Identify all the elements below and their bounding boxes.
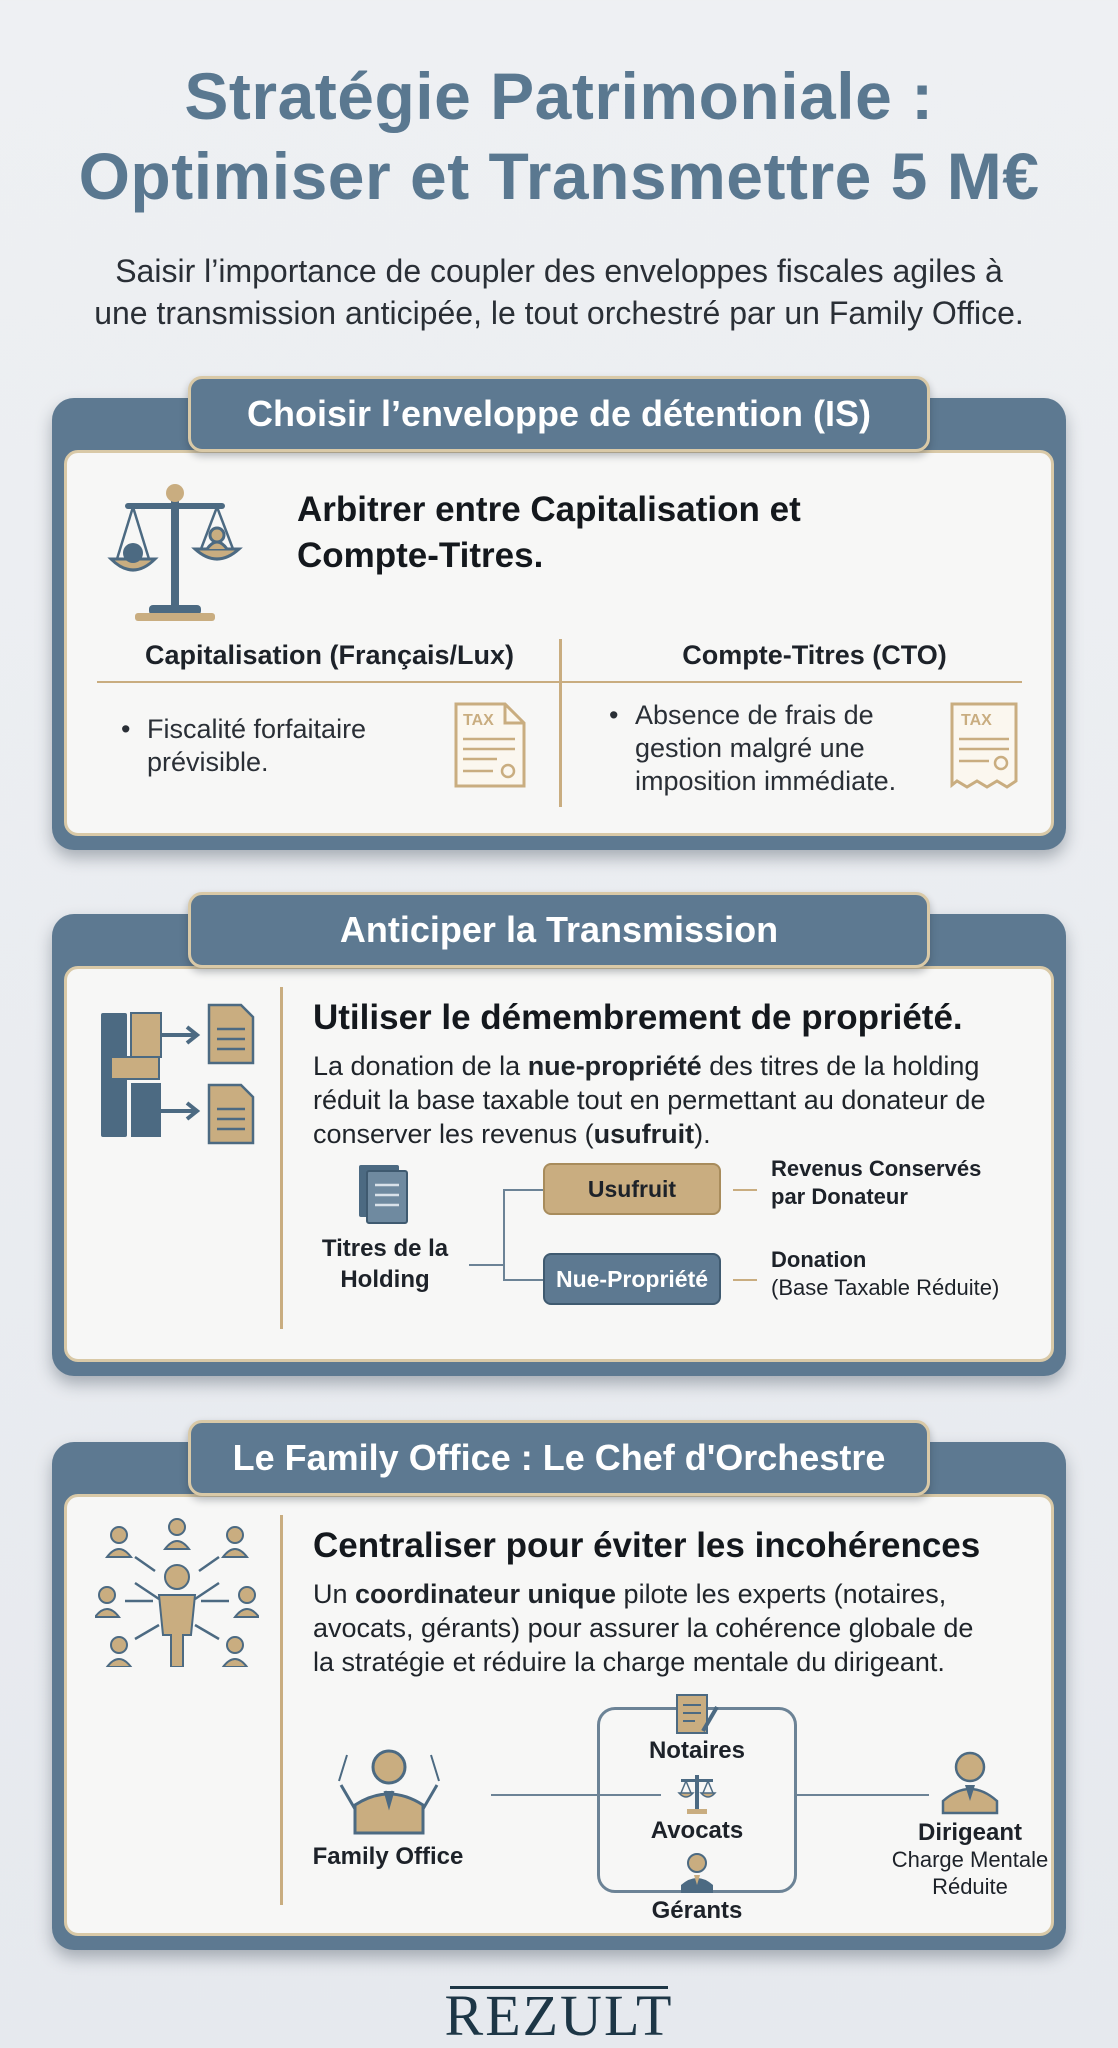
dirigeant-sub-line: Réduite: [932, 1874, 1008, 1899]
section-enveloppe: [52, 393, 1066, 850]
section-transmission-heading: Utiliser le démembrement de propriété.: [313, 998, 963, 1037]
stacked-documents-icon: [355, 1161, 415, 1227]
tab-label: Choisir l’enveloppe de détention (IS): [246, 393, 872, 434]
bullet-line: gestion malgré une: [635, 733, 865, 763]
section-family-office: [52, 1437, 1066, 1950]
section-enveloppe-tab: [188, 376, 930, 452]
bullet-line: imposition immédiate.: [635, 766, 897, 796]
paragraph-line-3: [313, 1117, 1053, 1151]
brand-logo: REZULT: [444, 1983, 674, 2048]
section-family-office-body: [64, 1494, 1054, 1936]
manager-person-icon: [677, 1851, 717, 1895]
tax-label: TAX: [463, 712, 494, 729]
col-cto-title: Compte-Titres (CTO): [682, 640, 947, 670]
desc-line: (Base Taxable Réduite): [771, 1275, 1000, 1300]
lawyer-scale-icon: [677, 1769, 717, 1817]
nue-propriete-box: Nue-Propriété: [543, 1253, 721, 1305]
section-family-office-heading: Centraliser pour éviter les incohérences: [313, 1526, 981, 1565]
executive-person-icon: [937, 1749, 1003, 1815]
bullet-line: prévisible.: [147, 747, 269, 777]
family-office-label: Family Office: [312, 1843, 464, 1870]
section-transmission: [52, 909, 1066, 1376]
page-subtitle: [40, 250, 1078, 334]
text-run: pilote les experts (notaires,: [616, 1579, 947, 1609]
col-capitalisation-title: Capitalisation (Français/Lux): [144, 640, 515, 670]
conductor-icon: [335, 1735, 443, 1835]
desc-line: par Donateur: [771, 1184, 908, 1209]
usufruit-box: Usufruit: [543, 1163, 721, 1215]
connector: [503, 1279, 543, 1281]
text-run: conserver les revenus (: [313, 1119, 594, 1149]
page-title: [0, 56, 1118, 216]
tax-receipt-icon: [949, 701, 1019, 791]
dirigeant-sub-line: Charge Mentale: [891, 1847, 1049, 1872]
dirigeant-label: Dirigeant: [917, 1819, 1022, 1846]
subtitle-line-1: Saisir l’importance de coupler des enveloppes fiscales agiles à: [115, 253, 1003, 289]
gerants-label: Gérants: [651, 1897, 743, 1924]
usufruit-description: [771, 1155, 981, 1211]
bullet-line: • Fiscalité forfaitaire: [147, 714, 367, 744]
orchestrator-network-icon: [95, 1517, 259, 1667]
section-divider: [280, 1515, 283, 1905]
section-enveloppe-heading: [297, 487, 801, 579]
title-line-2: Optimiser et Transmettre 5 M€: [78, 139, 1040, 213]
section-transmission-paragraph: [313, 1049, 1053, 1151]
nue-description: [771, 1246, 999, 1302]
title-line-1: Stratégie Patrimoniale :: [184, 59, 934, 133]
section-divider: [280, 987, 283, 1329]
section-transmission-tab: [188, 892, 930, 968]
capitalisation-bullet: [147, 713, 447, 779]
holding-titles-label: [305, 1233, 465, 1295]
avocats-label: Avocats: [650, 1817, 744, 1844]
heading-line-2: Compte-Titres.: [297, 536, 544, 575]
label-line: Titres de la: [321, 1235, 449, 1262]
paragraph-line-1: [313, 1049, 1053, 1083]
column-divider-vertical: [559, 639, 562, 807]
text-run: Un: [313, 1579, 356, 1609]
tax-document-icon: [453, 701, 527, 789]
scale-balance-icon: [105, 473, 245, 623]
connector: [733, 1279, 757, 1281]
connector: [733, 1189, 757, 1191]
connector: [469, 1264, 505, 1266]
ownership-split-icon: [97, 999, 263, 1149]
tax-label: TAX: [961, 712, 992, 729]
text-bold: coordinateur unique: [355, 1579, 617, 1609]
connector: [503, 1189, 505, 1279]
paragraph-line-2: réduit la base taxable tout en permettant au donateur de: [313, 1085, 986, 1115]
tab-label: Le Family Office : Le Chef d'Orchestre: [232, 1437, 886, 1478]
dirigeant-node: [875, 1819, 1065, 1900]
paragraph-line-1: [313, 1577, 1053, 1611]
tab-label: Anticiper la Transmission: [339, 909, 779, 950]
text-run: ).: [694, 1119, 711, 1149]
section-family-office-paragraph: [313, 1577, 1053, 1679]
cto-bullet: [635, 699, 955, 798]
desc-line: Revenus Conservés: [771, 1156, 982, 1181]
paragraph-line-2: avocats, gérants) pour assurer la cohérence globale de: [313, 1613, 974, 1643]
section-family-office-tab: [188, 1420, 930, 1496]
bullet-line: • Absence de frais de: [635, 700, 874, 730]
section-transmission-body: [64, 966, 1054, 1362]
notary-document-icon: [673, 1691, 721, 1737]
desc-line: Donation: [771, 1247, 867, 1272]
text-bold: usufruit: [593, 1119, 695, 1149]
connector: [795, 1794, 929, 1796]
subtitle-line-2: une transmission anticipée, le tout orchestré par un Family Office.: [94, 295, 1024, 331]
heading-line-1: Arbitrer entre Capitalisation et: [297, 490, 801, 529]
connector: [503, 1189, 543, 1191]
section-enveloppe-body: [64, 450, 1054, 836]
paragraph-line-3: la stratégie et réduire la charge mentale du dirigeant.: [313, 1647, 945, 1677]
label-line: Holding: [340, 1266, 430, 1293]
text-run: La donation de la: [313, 1051, 528, 1081]
notaires-label: Notaires: [648, 1737, 746, 1764]
text-run: des titres de la holding: [701, 1051, 980, 1081]
text-bold: nue-propriété: [527, 1051, 702, 1081]
